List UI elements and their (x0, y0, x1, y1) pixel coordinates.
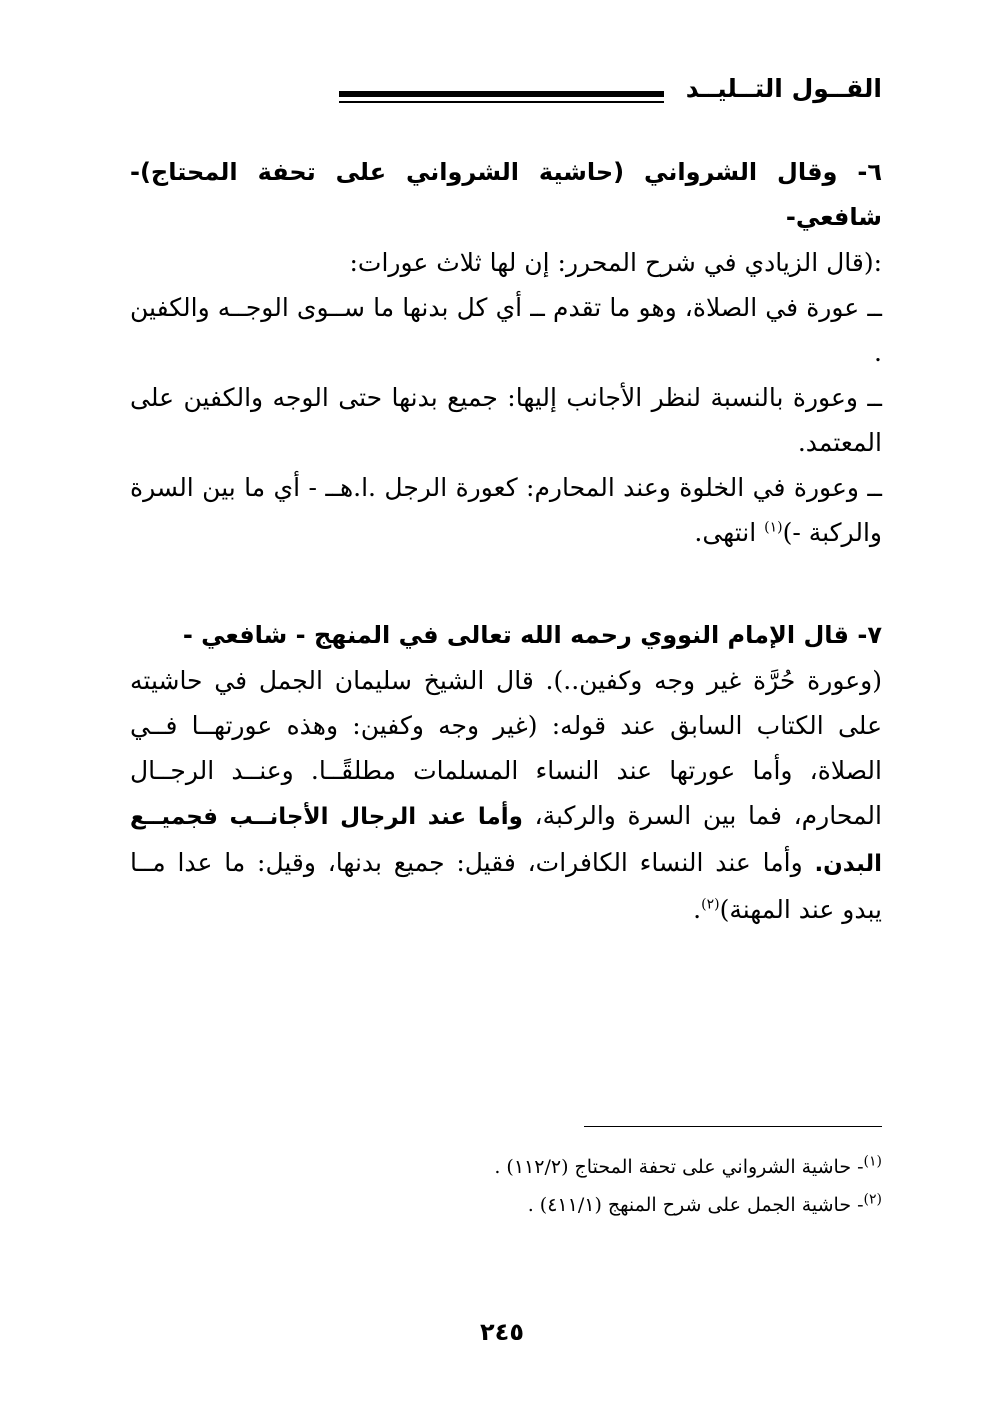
section-6-line-text: ــ وعورة في الخلوة وعند المحارم: كعورة الرجل .ا.هــ - أي ما بين السرة والركبة -) (130, 473, 882, 547)
header-rule-thick (339, 91, 664, 97)
footnote-separator (584, 1126, 882, 1127)
footnote-2-ref: (٢) (863, 1191, 882, 1208)
section-6-line: :(قال الزيادي في شرح المحرر: إن لها ثلاث عورات: (349, 248, 882, 277)
section-7-text-1: (وعورة حُرَّة غير وجه وكفين..). قال الشيخ سليمان الجمل في حاشيته على الكتاب السابق عند قوله: (غير وجه وكفين: وهذه عورتهــا فــي الصلاة، وأما عورتها عند النساء المسلمات مطلقًــا. وعنــد الرجــال المحارم، فما بين السرة والركبة، (130, 666, 882, 830)
footnote-1-ref: (١) (863, 1153, 882, 1170)
section-7-text-2: وأما عند النساء الكافرات، فقيل: جميع بدنها، وقيل: ما عدا مــا يبدو عند المهنة) (130, 848, 882, 924)
footnote-ref-2[interactable]: (٢) (701, 896, 720, 913)
footnote-1 (130, 1148, 882, 1186)
section-7-tail: . (693, 895, 702, 924)
section-6-line: ــ عورة في الصلاة، وهو ما تقدم ــ أي كل بدنها ما ســوى الوجــه والكفين . (130, 293, 882, 367)
footnote-ref-1[interactable]: (١) (764, 519, 783, 536)
footnote-1-text: - حاشية الشرواني على تحفة المحتاج (١١٢/٢) . (494, 1156, 864, 1178)
section-6-heading: ٦- وقال الشرواني (حاشية الشرواني على تحفة المحتاج)- شافعي- (130, 158, 882, 231)
section-6-line: ــ وعورة بالنسبة لنظر الأجانب إليها: جميع بدنها حتى الوجه والكفين على المعتمد. (130, 383, 882, 457)
page-header (130, 72, 882, 112)
section-7-bold-text: وأما عند الرجال الأجانــب فجميــع البدن. (130, 804, 882, 877)
book-title: القــول التــليــد (685, 74, 882, 103)
section-6-line (130, 465, 882, 555)
page-number: ٢٤٥ (480, 1318, 524, 1346)
section-6-tail: انتهى. (694, 518, 765, 547)
header-rule-thin (339, 101, 664, 103)
page-body (130, 150, 882, 932)
section-6-body (130, 240, 882, 555)
footnote-2 (130, 1186, 882, 1224)
footnote-2-text: - حاشية الجمل على شرح المنهج (٤١١/١) . (527, 1194, 864, 1216)
section-7-body (130, 658, 882, 932)
section-7-heading: ٧- قال الإمام النووي رحمه الله تعالى في المنهج - شافعي - (182, 621, 882, 649)
footnotes (130, 1148, 882, 1224)
